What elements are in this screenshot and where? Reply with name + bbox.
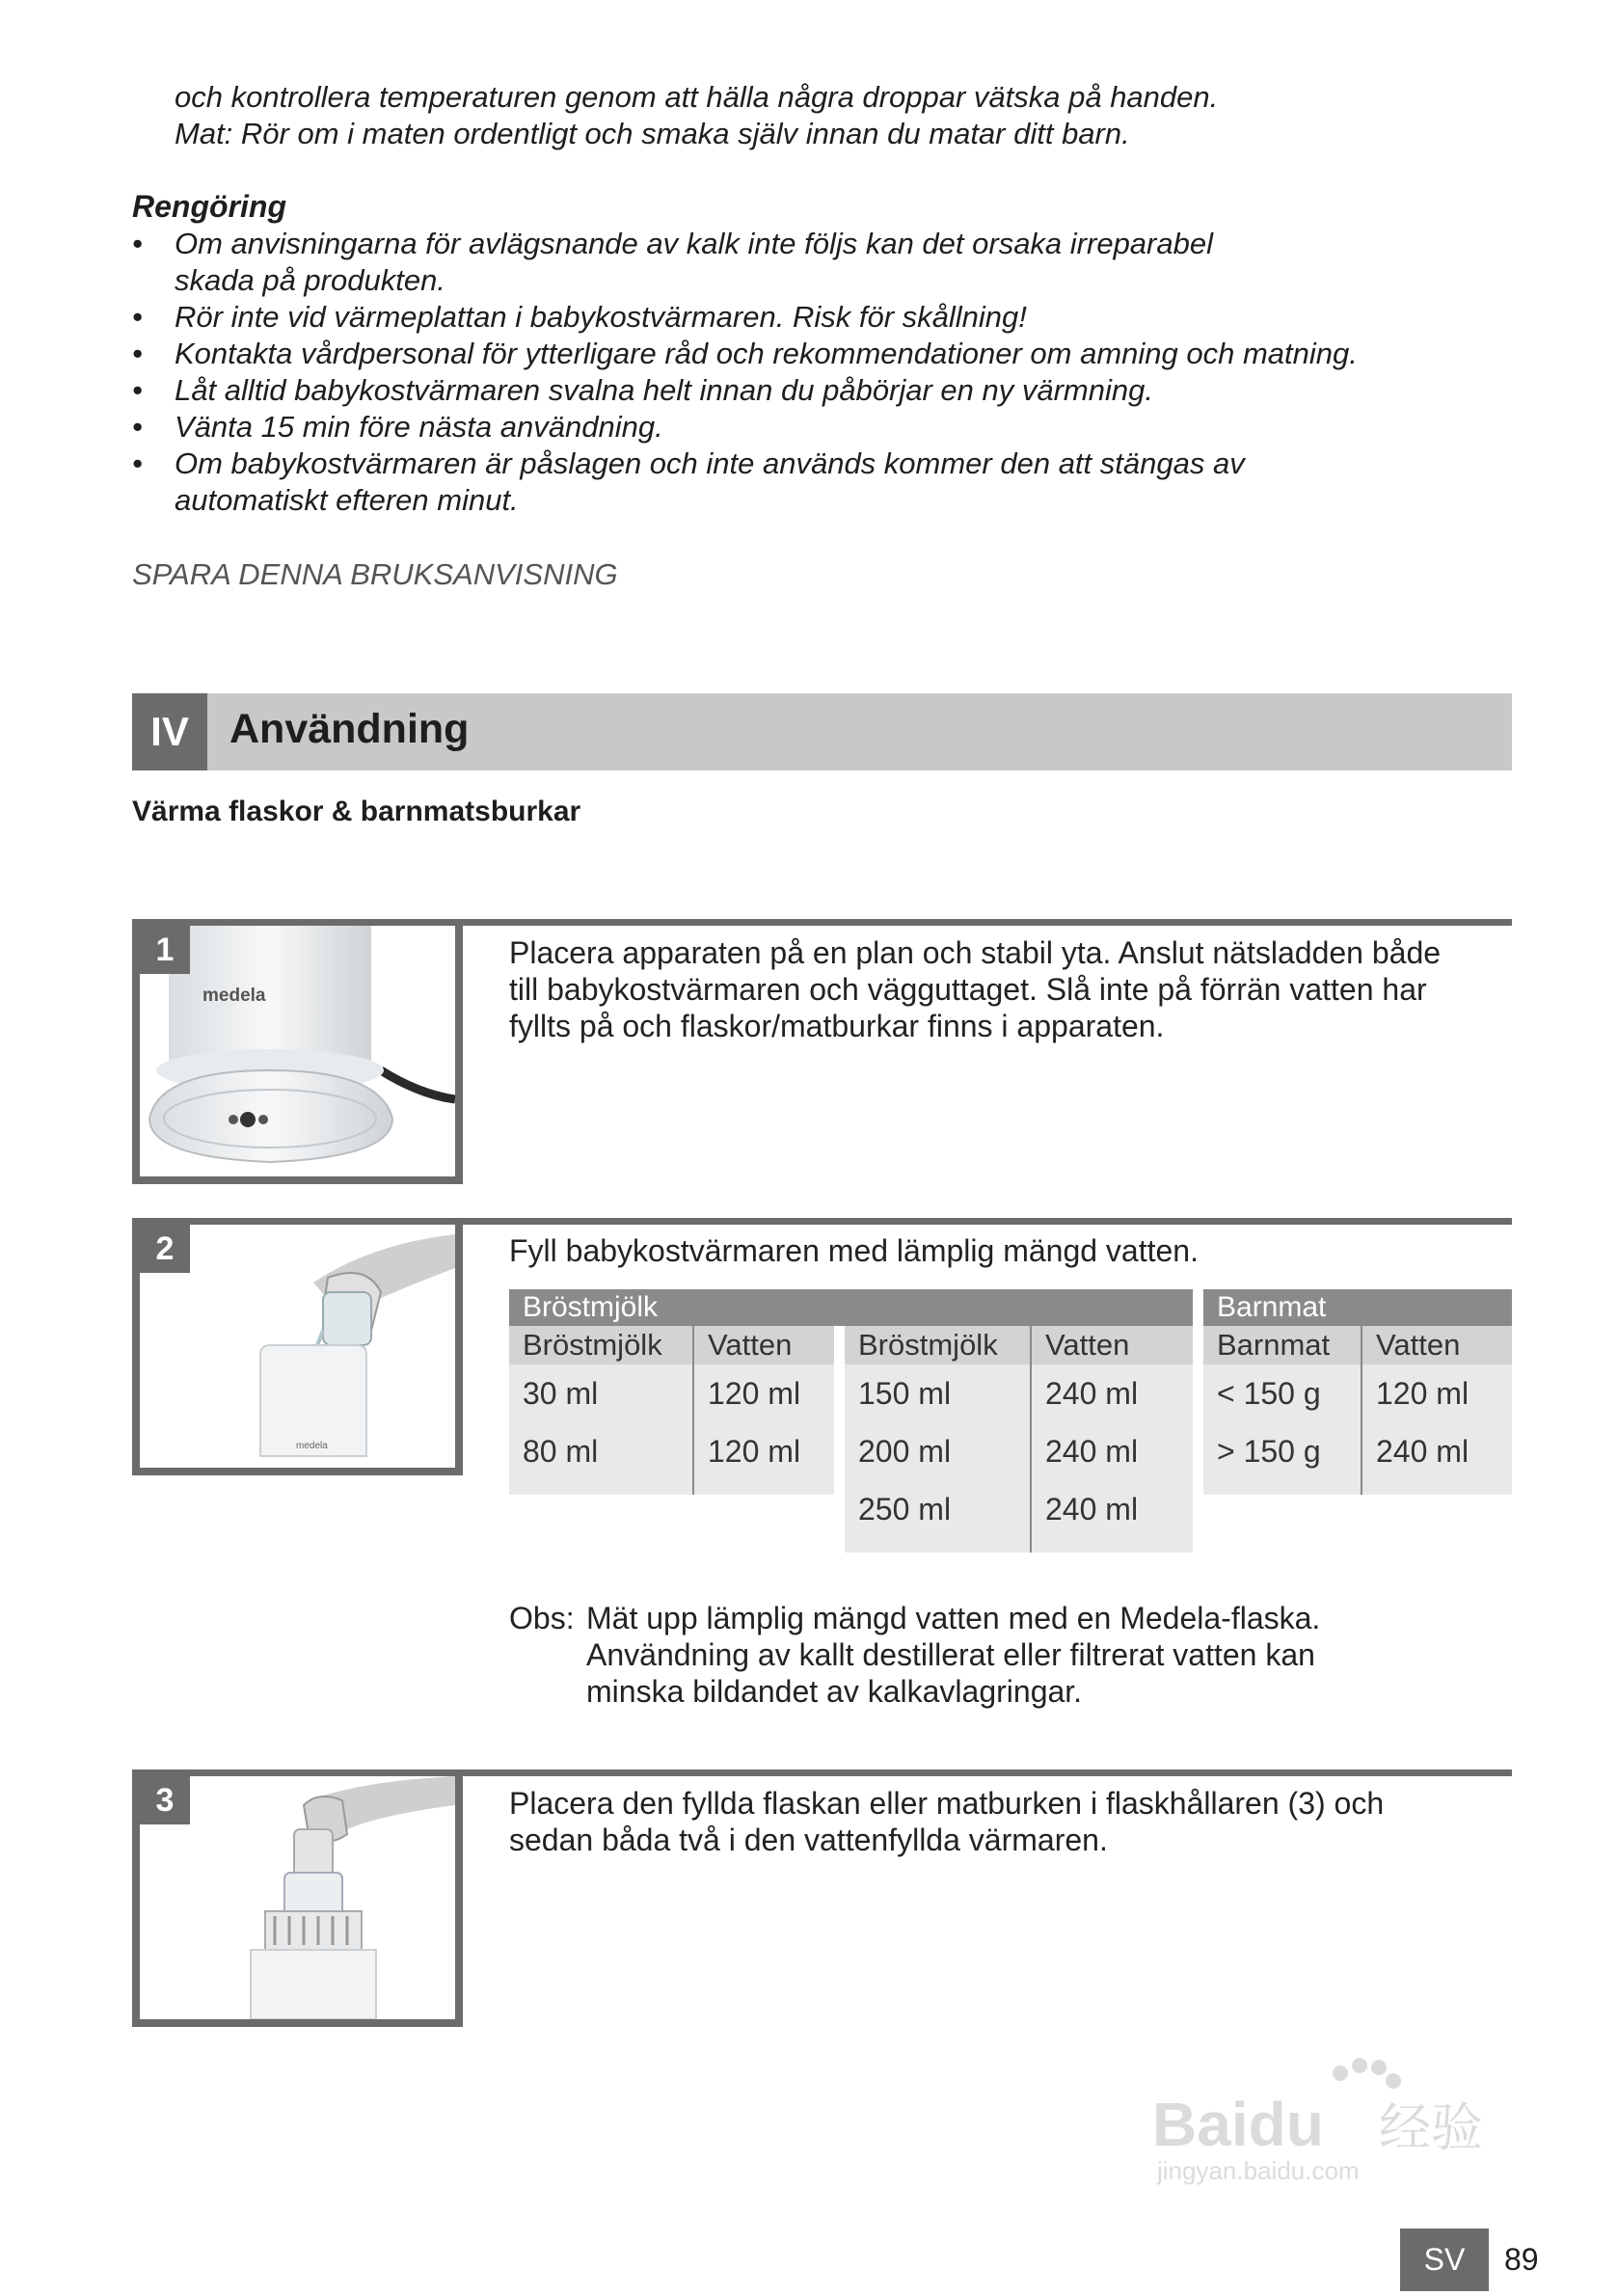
section-number: IV — [132, 693, 207, 770]
table-row: 80 ml 120 ml — [523, 1434, 801, 1469]
table-row: 30 ml 120 ml — [523, 1376, 801, 1411]
step-3-text: Placera den fyllda flaskan eller matburken i flaskhållaren (3) och sedan båda två i den vattenfyllda värmaren. — [509, 1786, 1385, 1857]
save-instructions-note: SPARA DENNA BRUKSANVISNING — [132, 557, 618, 591]
step-3-number: 3 — [140, 1776, 190, 1824]
section-subtitle: Värma flaskor & barnmatsburkar — [132, 796, 581, 827]
breastmilk-group-2: Bröstmjölk Vatten 150 ml 240 ml 200 ml 240 ml 250 ml 240 ml — [845, 1326, 1193, 1553]
step-1-rule — [132, 919, 1512, 926]
table-row: 250 ml 240 ml — [858, 1492, 1139, 1526]
step-1-number: 1 — [140, 926, 190, 974]
svg-text:jingyan.baidu.com: jingyan.baidu.com — [1157, 2156, 1360, 2185]
svg-text:Baidu: Baidu — [1152, 2090, 1324, 2159]
step-2-number: 2 — [140, 1225, 190, 1273]
language-tab: SV — [1400, 2228, 1489, 2291]
note-label: Obs: — [509, 1601, 575, 1635]
babyfood-table-header: Barnmat — [1203, 1289, 1512, 1326]
step-2-rule — [132, 1218, 1512, 1225]
table-divider — [1030, 1326, 1032, 1553]
step-1-text: Placera apparaten på en plan och stabil yta. Anslut nätsladden både till babykostvärmaren och vägguttaget. Slå inte på förrän vatten har fyllts på och flaskor/matburkar finns i apparaten. — [509, 935, 1442, 1043]
section-title: Användning — [229, 706, 470, 752]
baidu-watermark — [1152, 2054, 1519, 2189]
breastmilk-group-1: Bröstmjölk Vatten 30 ml 120 ml 80 ml 120 ml — [509, 1326, 834, 1495]
table-row: 200 ml 240 ml — [858, 1434, 1139, 1469]
svg-text:经验: 经验 — [1379, 2097, 1483, 2158]
list-item: • Låt alltid babykostvärmaren svalna helt innan du påbörjar en ny värmning. — [132, 373, 1153, 407]
list-item: • Kontakta vårdpersonal för ytterligare råd och rekommendationer om amning och matning. — [132, 337, 1358, 370]
page-number: 89 — [1504, 2242, 1539, 2277]
intro-line-1: och kontrollera temperaturen genom att hälla några droppar vätska på handen. — [175, 80, 1219, 114]
intro-line-2: Mat: Rör om i maten ordentligt och smaka själv innan du matar ditt barn. — [175, 117, 1130, 150]
note-text: Mät upp lämplig mängd vatten med en Medela-flaska. Användning av kallt destillerat eller filtrerat vatten kan minska bildandet av kalkavlagringar. — [586, 1601, 1321, 1709]
cleaning-list — [132, 226, 1482, 519]
table-row: < 150 g 120 ml — [1217, 1376, 1470, 1411]
svg-text:medela: medela — [202, 986, 266, 1006]
list-item: • Om babykostvärmaren är påslagen och inte används kommer den att stängas av automatiskt efteren minut. — [132, 446, 1245, 517]
cleaning-heading: Rengöring — [132, 189, 286, 224]
breastmilk-table-header: Bröstmjölk — [509, 1289, 1193, 1326]
step-2-text: Fyll babykostvärmaren med lämplig mängd vatten. — [509, 1233, 1199, 1268]
table-row: 150 ml 240 ml — [858, 1376, 1139, 1411]
list-item: • Om anvisningarna för avlägsnande av kalk inte följs kan det orsaka irreparabel skada på produkten. — [132, 227, 1213, 297]
step-3-rule — [132, 1769, 1512, 1776]
babyfood-group: Barnmat Vatten < 150 g 120 ml > 150 g 240 ml — [1203, 1326, 1512, 1495]
table-row: > 150 g 240 ml — [1217, 1434, 1470, 1469]
list-item: • Vänta 15 min före nästa användning. — [132, 410, 663, 444]
intro-text — [175, 79, 1524, 152]
table-divider — [692, 1326, 694, 1495]
svg-text:medela: medela — [296, 1441, 328, 1451]
list-item: • Rör inte vid värmeplattan i babykostvärmaren. Risk för skållning! — [132, 300, 1027, 334]
table-divider — [1361, 1326, 1362, 1495]
